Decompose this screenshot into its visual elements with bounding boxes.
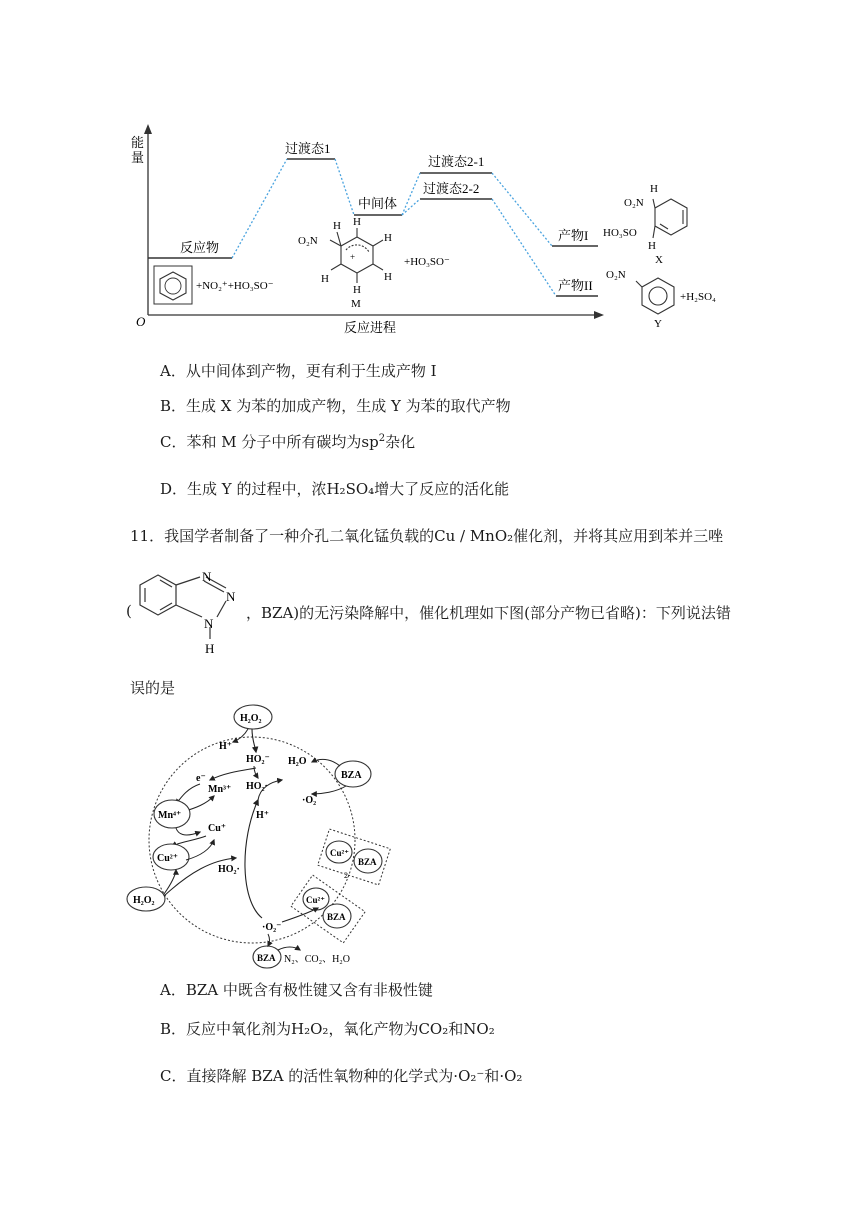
y-label: Y xyxy=(654,318,662,330)
energy-diagram xyxy=(0,0,860,350)
q11-option-a: A．BZA 中既含有极性键又含有非极性键 xyxy=(160,981,433,999)
svg-text:H: H xyxy=(648,240,656,252)
q10-option-d: D．生成 Y 的过程中，浓H₂SO₄增大了反应的活化能 xyxy=(160,480,510,498)
o2dot-label: ·O₂ xyxy=(302,795,317,806)
svg-text:H₂O₂: H₂O₂ xyxy=(240,713,262,724)
svg-text:Cu²⁺: Cu²⁺ xyxy=(330,848,349,858)
label-product2: 产物II xyxy=(558,278,593,293)
label-product1: 产物I xyxy=(558,228,589,243)
y-o2n: O₂N xyxy=(606,269,626,281)
label-reactant: 反应物 xyxy=(180,240,220,255)
x-axis-arrow xyxy=(594,311,604,319)
svg-text:H: H xyxy=(321,273,329,285)
svg-text:H: H xyxy=(205,641,215,655)
product-y-structure xyxy=(636,278,674,314)
svg-text:BZA: BZA xyxy=(341,770,362,781)
label-ts21: 过渡态2-1 xyxy=(428,154,485,169)
m-label: M xyxy=(351,298,361,310)
y-axis-label-2: 量 xyxy=(131,150,145,165)
reactant-species: +NO₂⁺+HO₃SO⁻ xyxy=(196,280,274,292)
label-ts1: 过渡态1 xyxy=(285,141,331,156)
svg-text:+: + xyxy=(350,252,356,262)
q10-option-a: A．从中间体到产物，更有利于生成产物 I xyxy=(160,362,437,380)
svg-text:Cu²⁺: Cu²⁺ xyxy=(157,853,179,864)
m-o2n: O₂N xyxy=(298,235,318,247)
svg-text:BZA: BZA xyxy=(257,953,276,963)
transition-lines xyxy=(232,159,556,296)
svg-text:H₂O₂: H₂O₂ xyxy=(133,895,155,906)
x-o2n: O₂N xyxy=(624,197,644,209)
q11-line1: 11．我国学者制备了一种介孔二氧化锰负载的Cu / MnO₂催化剂，并将其应用到苯并三唑 xyxy=(130,527,724,545)
intermediate-m-structure xyxy=(330,228,383,283)
ho2minus-label: HO₂⁻ xyxy=(246,754,270,765)
mn3-label: Mn³⁺ xyxy=(208,784,232,795)
svg-text:H: H xyxy=(333,220,341,232)
y-axis-label-1: 能 xyxy=(131,135,145,150)
svg-text:N: N xyxy=(226,589,236,604)
x-axis-label: 反应进程 xyxy=(344,320,397,335)
svg-text:Mn⁴⁺: Mn⁴⁺ xyxy=(158,810,182,821)
q10-option-b: B．生成 X 为苯的加成产物，生成 Y 为苯的取代产物 xyxy=(160,397,511,415)
svg-text:BZA: BZA xyxy=(327,912,346,922)
q10-option-c: C．苯和 M 分子中所有碳均为$sp^2$杂化 xyxy=(160,433,416,451)
q11-option-b: B．反应中氧化剂为H₂O₂，氧化产物为CO₂和NO₂ xyxy=(160,1020,495,1038)
product-x-structure xyxy=(653,199,687,238)
svg-text:N: N xyxy=(202,569,212,584)
svg-text:2: 2 xyxy=(344,871,348,880)
o2minus-label: ·O₂⁻ xyxy=(262,922,282,933)
y-h2so4: +H₂SO₄ xyxy=(680,291,716,303)
benzotriazole-structure xyxy=(120,565,250,655)
y-axis-arrow xyxy=(144,124,152,134)
svg-text:H: H xyxy=(384,271,392,283)
q11-option-c: C．直接降解 BZA 的活性氧物种的化学式为·O₂⁻和·O₂ xyxy=(160,1067,523,1085)
svg-text:H: H xyxy=(353,216,361,228)
svg-text:BZA: BZA xyxy=(358,857,377,867)
mechanism-diagram xyxy=(0,700,420,975)
svg-text:H⁺: H⁺ xyxy=(256,810,270,821)
x-label: X xyxy=(655,254,663,266)
svg-text:H: H xyxy=(384,232,392,244)
h2o-label: H₂O xyxy=(288,756,307,767)
svg-text:e⁻: e⁻ xyxy=(196,773,206,784)
q11-line3: 误的是 xyxy=(130,679,176,697)
origin-label: O xyxy=(136,314,146,329)
svg-text:H: H xyxy=(650,183,658,195)
svg-text:H⁺: H⁺ xyxy=(219,741,233,752)
x-ho3so: HO₃SO xyxy=(603,227,637,239)
intermediate-hso3: +HO₃SO⁻ xyxy=(404,256,450,268)
q11-line2: ，BZA)的无污染降解中，催化机理如下图(部分产物已省略)：下列说法错 xyxy=(246,604,731,622)
svg-text:Cu²⁺: Cu²⁺ xyxy=(306,895,325,905)
ho2dot-label-2: HO₂· xyxy=(218,864,240,875)
cuplus-label: Cu⁺ xyxy=(208,823,227,834)
label-ts22: 过渡态2-2 xyxy=(423,181,480,196)
cu-bza-complex-2 xyxy=(291,875,365,943)
benzene-icon xyxy=(160,272,186,300)
products-label: N₂、CO₂、H₂O xyxy=(284,954,351,965)
q11-open-paren: ( xyxy=(126,602,132,620)
svg-text:N: N xyxy=(204,616,214,631)
svg-text:H: H xyxy=(353,284,361,296)
ho2dot-label-1: HO₂· xyxy=(246,781,268,792)
label-intermediate: 中间体 xyxy=(358,196,398,211)
